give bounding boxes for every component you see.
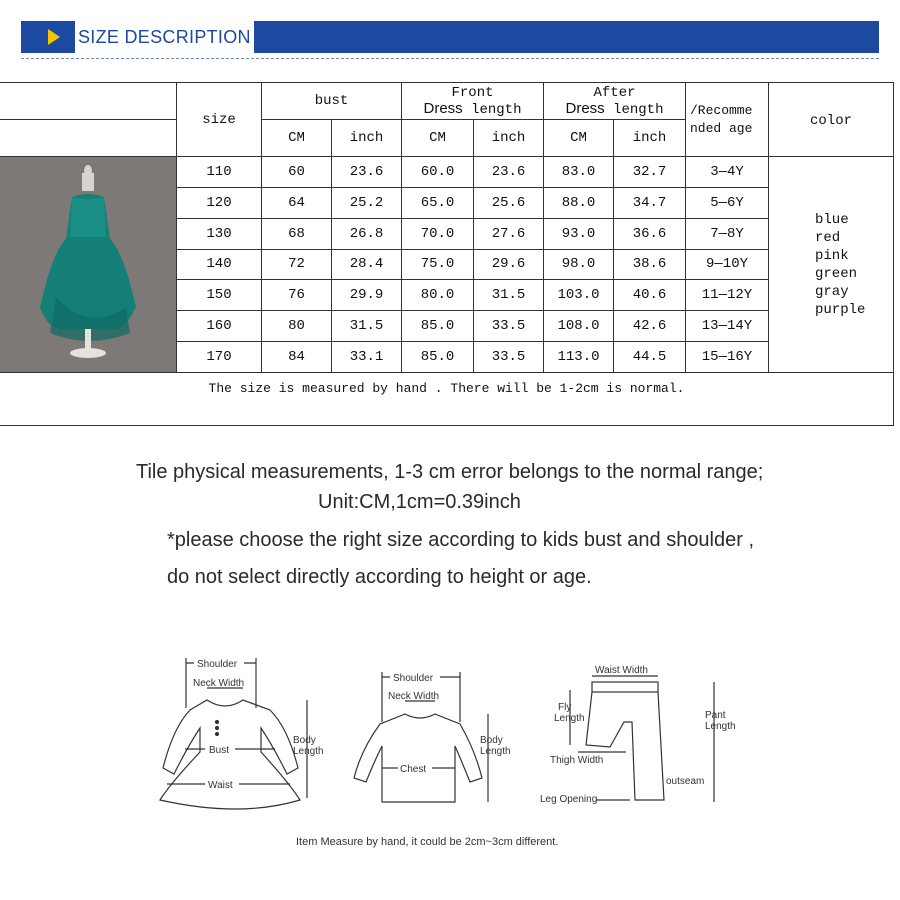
text-line-1: Tile physical measurements, 1-3 cm error belongs to the normal range; [136, 461, 764, 483]
dress-shoulder-label: Shoulder [197, 659, 238, 670]
pants-waist-label: Waist Width [595, 665, 648, 676]
shirt-neck-label: Neck Width [388, 691, 440, 702]
value-cell: 72 [262, 249, 332, 280]
size-cell: 150 [177, 280, 262, 311]
value-cell: 33.5 [474, 342, 544, 373]
value-cell: 113.0 [544, 342, 614, 373]
after-dress-label: Dress [565, 99, 605, 117]
value-cell: 5—6Y [686, 187, 769, 218]
color-list [769, 157, 894, 373]
value-cell: 26.8 [332, 218, 402, 249]
front-length-header [402, 83, 544, 120]
dress-body-label-1: Body [293, 735, 316, 746]
front-cm-header: CM [402, 120, 474, 157]
value-cell: 88.0 [544, 187, 614, 218]
dress-mannequin-image [0, 157, 176, 367]
value-cell: 44.5 [614, 342, 686, 373]
color-item: pink [815, 247, 849, 264]
value-cell: 85.0 [402, 311, 474, 342]
text-line-2: Unit:CM,1cm=0.39inch [318, 491, 521, 513]
value-cell: 33.5 [474, 311, 544, 342]
front-top-label: Front [451, 84, 494, 101]
size-table-wrapper [0, 82, 894, 426]
value-cell: 64 [262, 187, 332, 218]
value-cell: 98.0 [544, 249, 614, 280]
age-header-line1: /Recomme [690, 102, 753, 118]
value-cell: 80 [262, 311, 332, 342]
color-item: green [815, 265, 858, 282]
value-cell: 60 [262, 157, 332, 188]
color-header [769, 83, 894, 157]
dress-waist-label: Waist [208, 780, 233, 791]
value-cell: 68 [262, 218, 332, 249]
shirt-shoulder-label: Shoulder [393, 673, 434, 684]
text-line-4: do not select directly according to height or age. [167, 566, 592, 588]
value-cell: 25.2 [332, 187, 402, 218]
play-arrow-icon [48, 29, 60, 45]
value-cell: 42.6 [614, 311, 686, 342]
photo-header-cell-2 [0, 120, 177, 157]
value-cell: 32.7 [614, 157, 686, 188]
section-title: SIZE DESCRIPTION [78, 27, 251, 47]
table-note: The size is measured by hand . There will be 1-2cm is normal. [0, 373, 894, 426]
size-cell: 160 [177, 311, 262, 342]
dress-bust-label: Bust [209, 745, 230, 756]
shirt-body-label-1: Body [480, 735, 503, 746]
value-cell: 80.0 [402, 280, 474, 311]
color-item: blue [815, 211, 849, 228]
front-dress-label: Dress [423, 99, 463, 117]
value-cell: 85.0 [402, 342, 474, 373]
shirt-body-label-2: Length [480, 746, 511, 757]
value-cell: 29.6 [474, 249, 544, 280]
bust-header: bust [262, 83, 402, 120]
age-header-line2: nded age [690, 120, 753, 136]
pants-leg-label: Leg Opening [540, 794, 598, 805]
pants-thigh-label: Thigh Width [550, 755, 604, 766]
after-inch-header: inch [614, 120, 686, 157]
photo-header-cell [0, 83, 177, 120]
table-row [0, 157, 894, 188]
value-cell: 65.0 [402, 187, 474, 218]
color-item: purple [815, 301, 866, 318]
size-cell: 170 [177, 342, 262, 373]
size-rows [0, 157, 894, 373]
value-cell: 27.6 [474, 218, 544, 249]
value-cell: 28.4 [332, 249, 402, 280]
value-cell: 23.6 [474, 157, 544, 188]
value-cell: 33.1 [332, 342, 402, 373]
value-cell: 40.6 [614, 280, 686, 311]
color-header-label: color [809, 113, 852, 129]
value-cell: 9—10Y [686, 249, 769, 280]
value-cell: 38.6 [614, 249, 686, 280]
dress-body-label-2: Length [293, 746, 324, 757]
shirt-chest-label: Chest [400, 764, 427, 775]
dress-neck-label: Neck Width [193, 678, 245, 689]
pants-outseam-label: outseam [666, 776, 705, 787]
value-cell: 15—16Y [686, 342, 769, 373]
value-cell: 3—4Y [686, 157, 769, 188]
value-cell: 60.0 [402, 157, 474, 188]
value-cell: 13—14Y [686, 311, 769, 342]
after-top-label: After [593, 84, 636, 101]
age-header [686, 83, 769, 157]
after-cm-header: CM [544, 120, 614, 157]
size-cell: 130 [177, 218, 262, 249]
value-cell: 108.0 [544, 311, 614, 342]
front-length-label: length [471, 101, 522, 118]
measurement-diagrams [130, 650, 760, 830]
value-cell: 7—8Y [686, 218, 769, 249]
size-cell: 140 [177, 249, 262, 280]
value-cell: 70.0 [402, 218, 474, 249]
value-cell: 103.0 [544, 280, 614, 311]
after-length-header [544, 83, 686, 120]
value-cell: 93.0 [544, 218, 614, 249]
size-header: size [177, 83, 262, 157]
pants-length-label-2: Length [705, 721, 736, 732]
value-cell: 31.5 [474, 280, 544, 311]
value-cell: 11—12Y [686, 280, 769, 311]
pants-length-label-1: Pant [705, 710, 726, 721]
pants-fly-label-1: Fly [558, 702, 572, 713]
value-cell: 84 [262, 342, 332, 373]
text-line-3: *please choose the right size according to kids bust and shoulder , [167, 529, 755, 551]
size-cell: 110 [177, 157, 262, 188]
header-divider [21, 58, 879, 59]
size-table [0, 82, 894, 426]
header-bar [254, 21, 879, 53]
size-cell: 120 [177, 187, 262, 218]
measure-note: Item Measure by hand, it could be 2cm~3cm different. [296, 836, 559, 848]
color-item: gray [815, 283, 849, 300]
value-cell: 29.9 [332, 280, 402, 311]
value-cell: 83.0 [544, 157, 614, 188]
pants-fly-label-2: Length [554, 713, 585, 724]
value-cell: 31.5 [332, 311, 402, 342]
bust-cm-header: CM [262, 120, 332, 157]
value-cell: 25.6 [474, 187, 544, 218]
bust-inch-header: inch [332, 120, 402, 157]
dress-photo [0, 157, 177, 373]
value-cell: 34.7 [614, 187, 686, 218]
color-item: red [815, 229, 841, 246]
front-inch-header: inch [474, 120, 544, 157]
after-length-label: length [613, 101, 664, 118]
value-cell: 75.0 [402, 249, 474, 280]
value-cell: 76 [262, 280, 332, 311]
value-cell: 36.6 [614, 218, 686, 249]
value-cell: 23.6 [332, 157, 402, 188]
